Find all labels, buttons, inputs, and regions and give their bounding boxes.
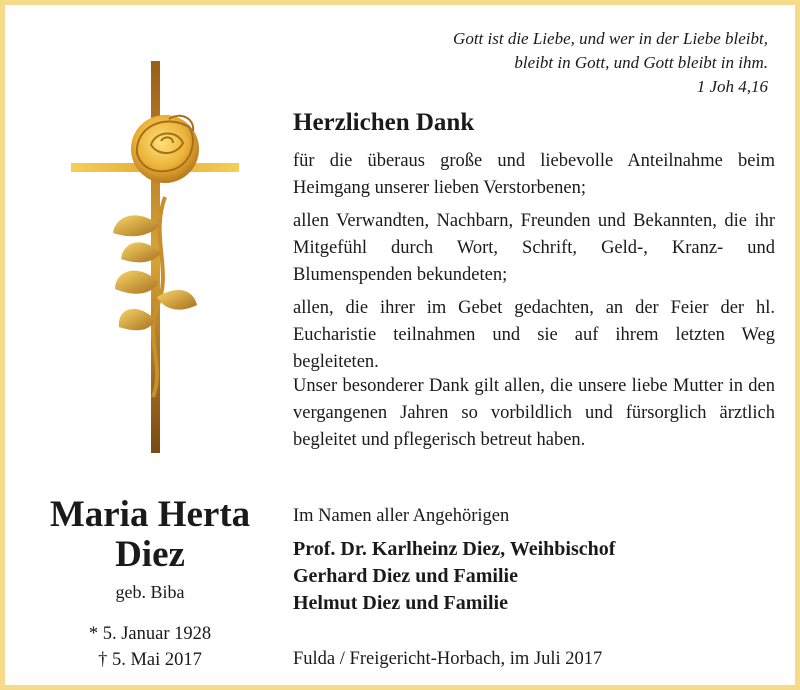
thanks-heading: Herzlichen Dank xyxy=(293,109,475,136)
thanks-paragraph-1: für die überaus große und liebevolle Anteilnahme beim Heimgang unserer lieben Verstorbenen; xyxy=(293,151,775,198)
signoff-line: Im Namen aller Angehörigen xyxy=(293,506,510,526)
thanks-paragraph-2: allen Verwandten, Nachbarn, Freunden und Bekannten, die ihr Mitgefühl durch Wort, Schrift, Geld-, Kranz- und Blumenspenden bekundeten; xyxy=(293,211,775,285)
signers-list xyxy=(293,536,615,617)
verse-reference: 1 Joh 4,16 xyxy=(696,77,768,96)
verse-line-1: Gott ist die Liebe, und wer in der Liebe bleibt, xyxy=(453,29,768,48)
maiden-name: geb. Biba xyxy=(115,582,185,602)
birth-date: * 5. Januar 1928 xyxy=(88,624,212,644)
deceased-name-line-2: Diez xyxy=(115,534,185,575)
thanks-paragraph-3: allen, die ihrer im Gebet gedachten, an der Feier der hl. Eucharistie teilnahmen und sie auf ihrem letzten Weg begleiteten. xyxy=(293,298,775,372)
bible-verse xyxy=(453,27,768,99)
verse-line-2: bleibt in Gott, und Gott bleibt in ihm. xyxy=(514,53,768,72)
deceased-name-line-1: Maria Herta xyxy=(49,494,251,535)
cross-with-rose-icon xyxy=(65,57,245,457)
thanks-paragraph-4: Unser besonderer Dank gilt allen, die unsere liebe Mutter in den vergangenen Jahren so vorbildlich und fürsorglich ärztlich begleitet und pflegerisch betreut haben. xyxy=(293,376,775,450)
deceased-name xyxy=(25,495,275,575)
signer-3: Helmut Diez und Familie xyxy=(293,592,508,614)
life-dates xyxy=(25,621,275,673)
signer-1: Prof. Dr. Karlheinz Diez, Weihbischof xyxy=(293,538,616,560)
signer-2: Gerhard Diez und Familie xyxy=(293,565,518,587)
place-and-date: Fulda / Freigericht-Horbach, im Juli 2017 xyxy=(293,649,603,669)
death-date: † 5. Mai 2017 xyxy=(98,650,202,670)
